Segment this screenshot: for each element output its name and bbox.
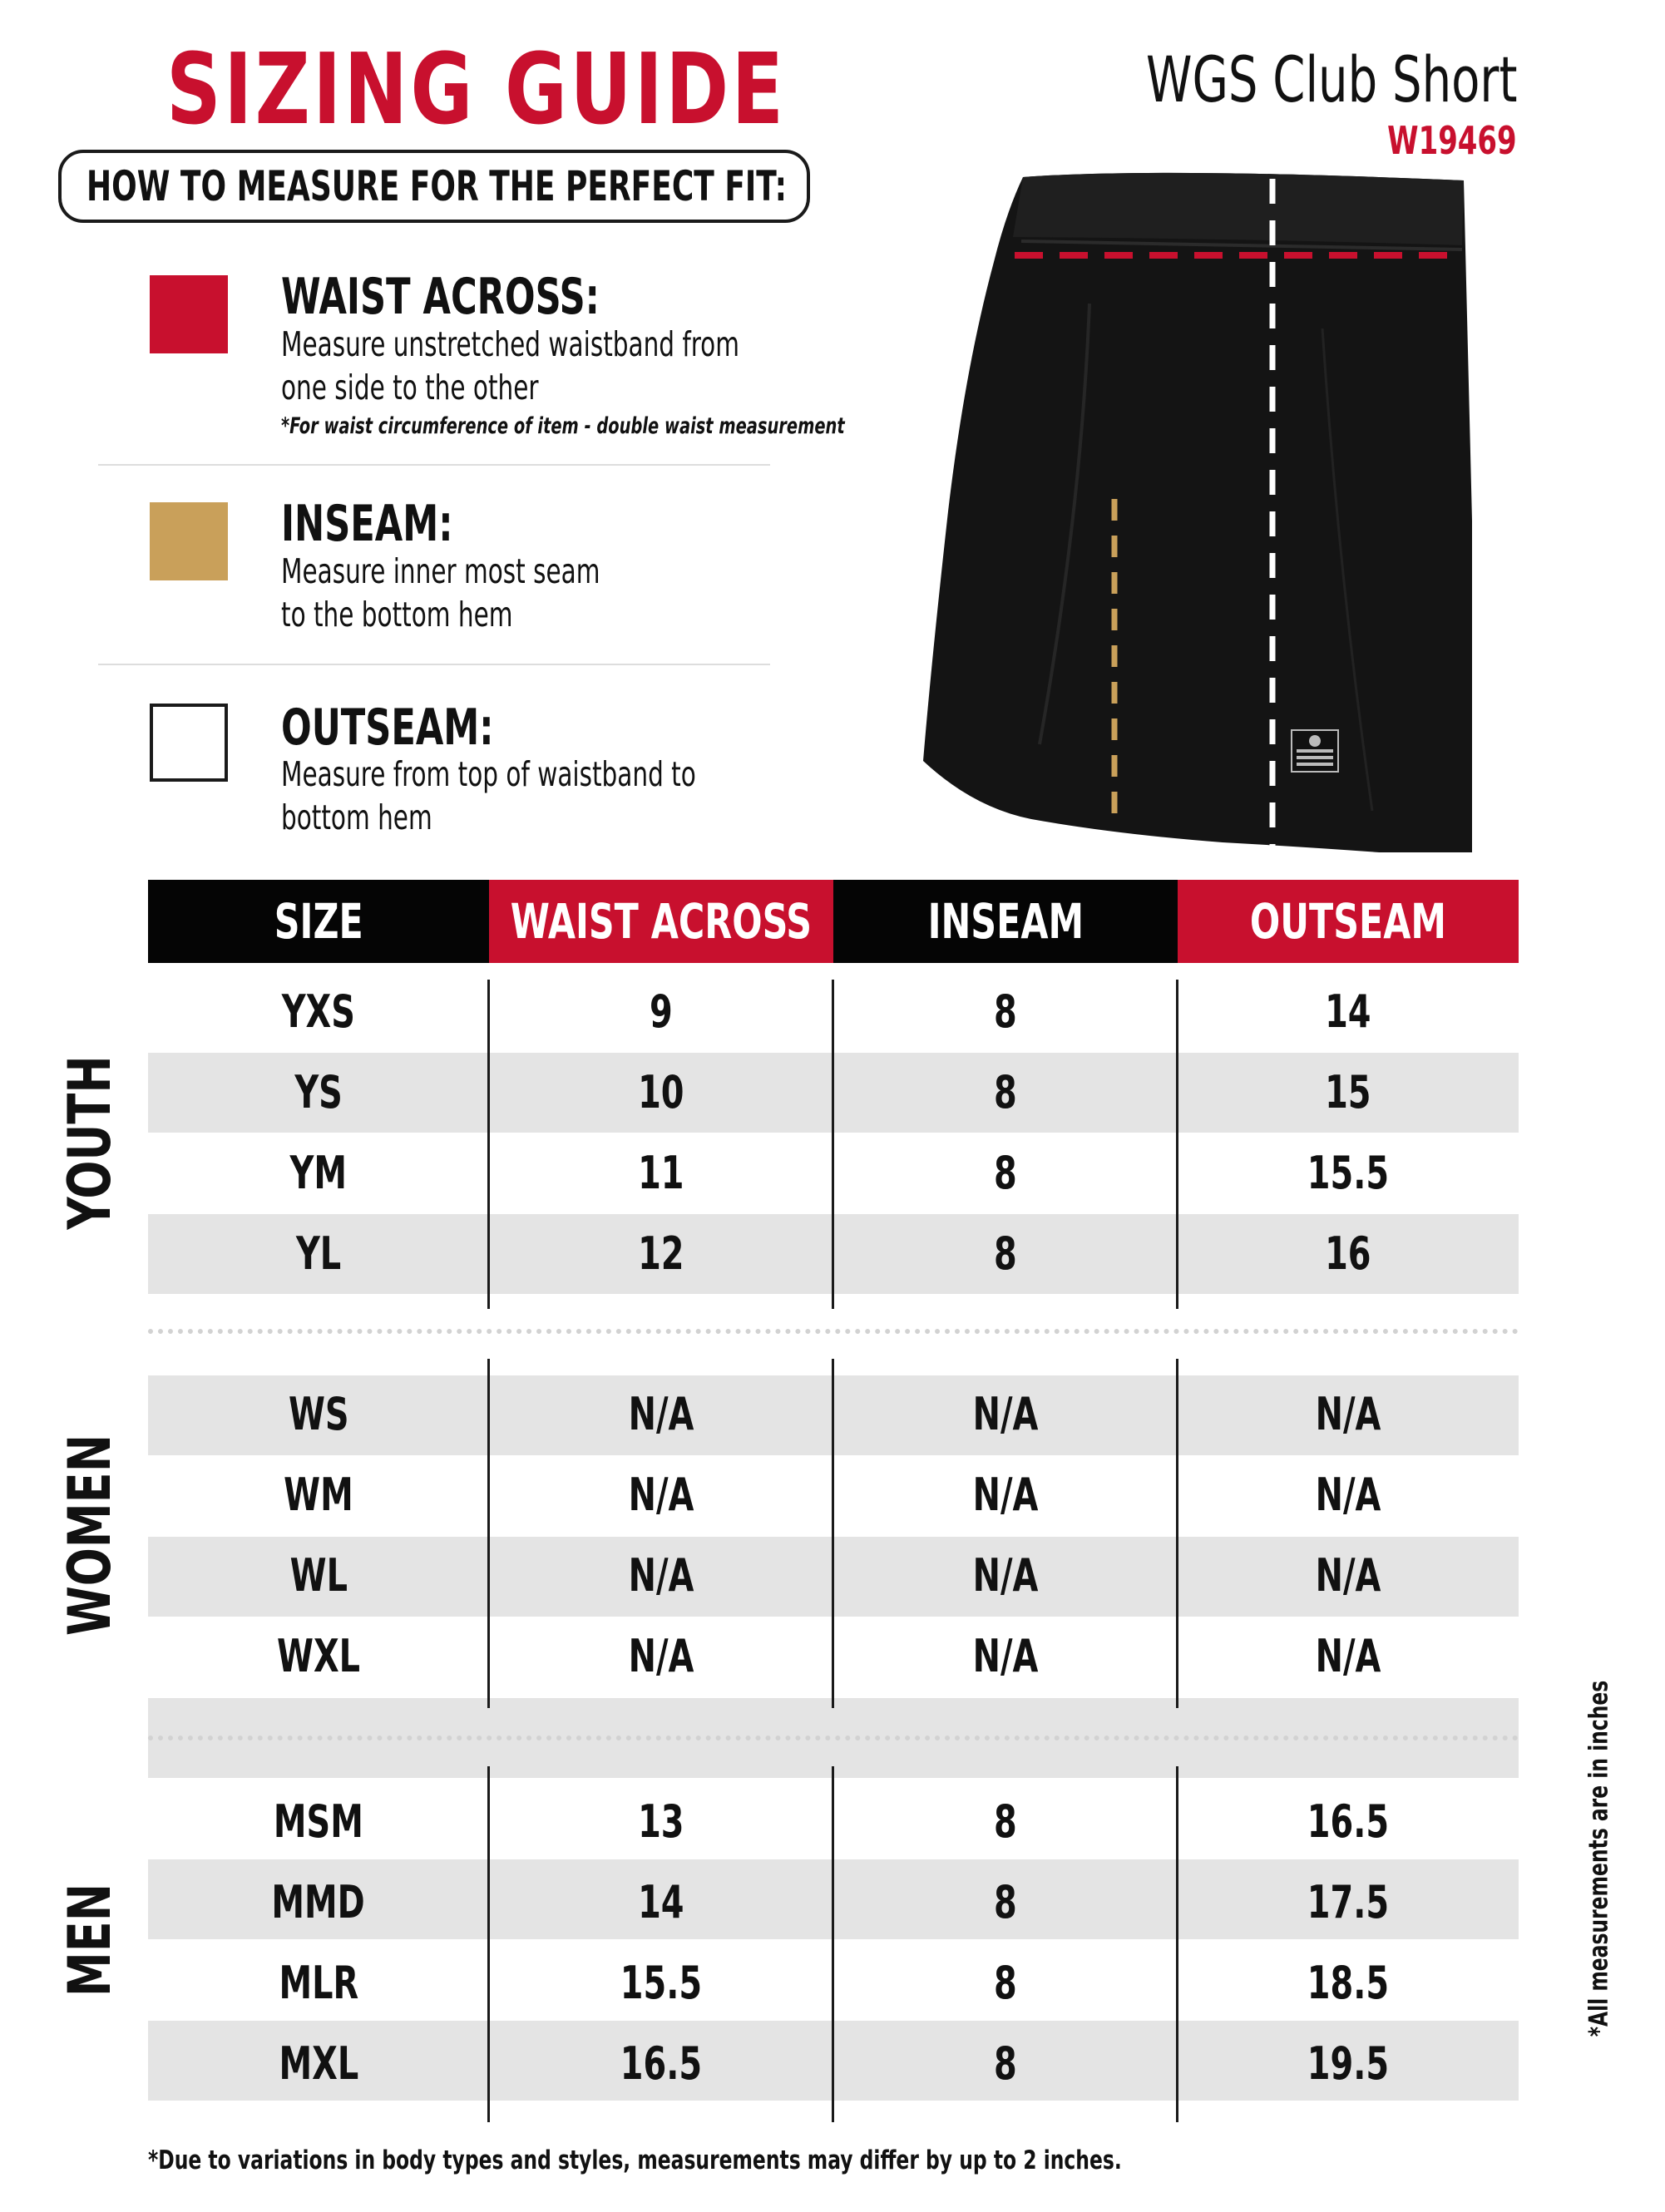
- inseam-cell: N/A: [972, 1387, 1039, 1440]
- outseam-description-line: bottom hem: [281, 797, 432, 837]
- inseam-cell: 8: [994, 1227, 1017, 1280]
- inseam-heading: INSEAM:: [281, 495, 453, 553]
- units-note: *All measurements are in inches: [1583, 1680, 1614, 2037]
- size-cell: YS: [294, 1065, 343, 1118]
- waist-across-cell: N/A: [628, 1548, 694, 1602]
- outseam-cell: 17.5: [1307, 1875, 1390, 1928]
- waist-description-line: Measure unstretched waistband from: [281, 324, 739, 364]
- waist-across-cell: 9: [650, 985, 673, 1038]
- product-code: W19469: [1387, 118, 1517, 163]
- size-cell: MLR: [279, 1956, 358, 2009]
- inseam-cell: 8: [994, 1795, 1017, 1848]
- waist-note: *For waist circumference of item - double waist measurement: [281, 413, 845, 439]
- outseam-cell: N/A: [1315, 1468, 1381, 1521]
- page-title: SIZING GUIDE: [166, 32, 787, 146]
- outseam-cell: 16.5: [1307, 1795, 1390, 1848]
- size-cell: YM: [289, 1146, 348, 1199]
- group-separator: [148, 1329, 1519, 1334]
- outseam-heading: OUTSEAM:: [281, 699, 494, 757]
- outseam-description-line: Measure from top of waistband to: [281, 754, 696, 794]
- inseam-cell: 8: [994, 1146, 1017, 1199]
- inseam-cell: N/A: [972, 1548, 1039, 1602]
- inseam-cell: N/A: [972, 1468, 1039, 1521]
- group-separator: [148, 1736, 1519, 1740]
- size-cell: YXS: [281, 985, 356, 1038]
- inseam-cell: 8: [994, 1065, 1017, 1118]
- outseam-cell: N/A: [1315, 1629, 1381, 1682]
- legend-divider: [98, 664, 770, 665]
- size-cell: YL: [295, 1227, 342, 1280]
- shorts-illustration: [907, 162, 1472, 852]
- outseam-cell: 16: [1325, 1227, 1371, 1280]
- outseam-cell: 18.5: [1307, 1956, 1390, 2009]
- column-header-waist-across: WAIST ACROSS: [489, 880, 833, 963]
- shorts-body: [923, 173, 1472, 852]
- inseam-cell: N/A: [972, 1629, 1039, 1682]
- size-cell: WS: [288, 1387, 349, 1440]
- how-to-measure-heading: HOW TO MEASURE FOR THE PERFECT FIT:: [86, 162, 788, 210]
- inseam-cell: 8: [994, 985, 1017, 1038]
- waist-heading: WAIST ACROSS:: [281, 268, 600, 326]
- outseam-cell: 14: [1325, 985, 1371, 1038]
- waist-description-line: one side to the other: [281, 368, 539, 407]
- waistband: [1013, 173, 1464, 245]
- outseam-cell: N/A: [1315, 1548, 1381, 1602]
- waist-across-cell: N/A: [628, 1387, 694, 1440]
- group-label-youth: YOUTH: [56, 1055, 124, 1230]
- size-cell: WL: [289, 1548, 348, 1602]
- column-header-outseam: OUTSEAM: [1178, 880, 1519, 963]
- inseam-cell: 8: [994, 2037, 1017, 2090]
- group-label-women: WOMEN: [56, 1434, 124, 1637]
- outseam-cell: 15: [1325, 1065, 1371, 1118]
- waist-across-cell: 16.5: [620, 2037, 703, 2090]
- inseam-cell: 8: [994, 1875, 1017, 1928]
- size-cell: MSM: [273, 1795, 364, 1848]
- outseam-cell: 15.5: [1307, 1146, 1390, 1199]
- inseam-swatch: [150, 502, 228, 580]
- waist-across-cell: 10: [638, 1065, 684, 1118]
- brand-logo-icon: [1292, 730, 1338, 772]
- waist-across-cell: N/A: [628, 1629, 694, 1682]
- waist-across-cell: 14: [638, 1875, 684, 1928]
- waist-across-cell: N/A: [628, 1468, 694, 1521]
- outseam-swatch: [150, 704, 228, 782]
- inseam-description-line: Measure inner most seam: [281, 551, 600, 591]
- footnote: *Due to variations in body types and styles, measurements may differ by up to 2 inches.: [148, 2145, 1122, 2175]
- outseam-cell: N/A: [1315, 1387, 1381, 1440]
- legend-divider: [98, 464, 770, 466]
- waist-swatch: [150, 275, 228, 353]
- column-header-inseam: INSEAM: [833, 880, 1178, 963]
- waist-across-cell: 15.5: [620, 1956, 703, 2009]
- size-cell: WM: [284, 1468, 353, 1521]
- group-label-men: MEN: [56, 1883, 124, 1997]
- column-header-size: SIZE: [148, 880, 489, 963]
- waist-across-cell: 13: [638, 1795, 684, 1848]
- size-cell: MXL: [279, 2037, 358, 2090]
- waist-across-cell: 12: [638, 1227, 684, 1280]
- inseam-cell: 8: [994, 1956, 1017, 2009]
- waist-across-cell: 11: [638, 1146, 684, 1199]
- size-cell: WXL: [276, 1629, 361, 1682]
- inseam-description-line: to the bottom hem: [281, 595, 513, 634]
- product-name: WGS Club Short: [1145, 42, 1517, 116]
- outseam-cell: 19.5: [1307, 2037, 1390, 2090]
- size-cell: MMD: [271, 1875, 366, 1928]
